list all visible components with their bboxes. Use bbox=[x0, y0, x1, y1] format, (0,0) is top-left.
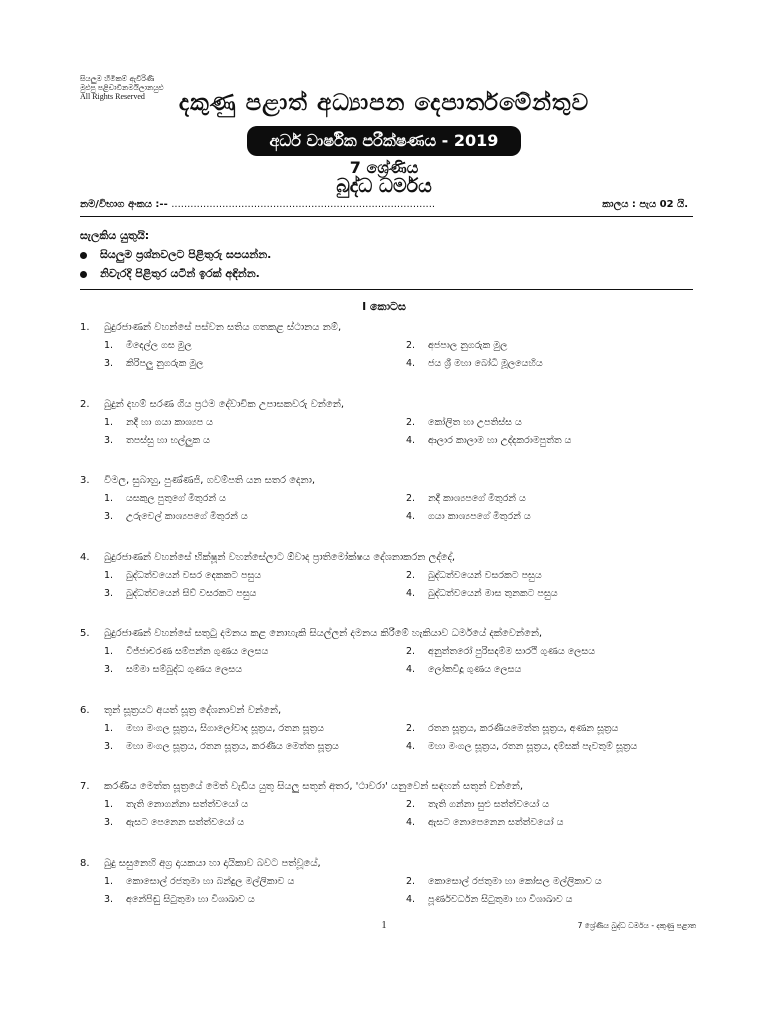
instruction-text: සියලුම ප්‍රශ්නවලට පිළිතුරු සපයන්න. bbox=[100, 248, 272, 261]
name-dots: ................................................................................... bbox=[171, 199, 436, 210]
name-label: නම/විභාග අංකය :-- bbox=[80, 199, 168, 210]
answer-option-2[interactable] bbox=[406, 723, 618, 734]
answer-option-3[interactable] bbox=[104, 511, 248, 522]
answer-option-4[interactable] bbox=[406, 664, 521, 675]
answer-option-1[interactable] bbox=[104, 646, 268, 657]
option-text: උරුවෙල් කාශ්‍යපගේ මිතුරන් ය bbox=[126, 511, 248, 522]
option-number: 3. bbox=[104, 511, 114, 522]
option-text: කොසොල් රජතුමා හා කෝසල මල්ලිකාව ය bbox=[428, 875, 602, 887]
question-text: බුදු සසුනෙහි අග්‍ර දායකයා හා දායිකාව බවට පත්වූයේ, bbox=[104, 857, 321, 869]
question-stem bbox=[80, 322, 700, 338]
question-stem bbox=[80, 399, 700, 415]
answer-option-1[interactable] bbox=[104, 799, 248, 810]
answer-options bbox=[80, 721, 700, 757]
question-number: 3. bbox=[80, 475, 90, 486]
option-number: 4. bbox=[406, 587, 416, 599]
question-7 bbox=[80, 781, 700, 833]
option-text: සම්මා සම්බුද්ධ ගුණය ලෙසය bbox=[126, 664, 243, 675]
answer-options bbox=[80, 568, 700, 604]
option-text: බුද්ධත්වයෙන් වසර දෙකකට පසුය bbox=[126, 569, 262, 581]
option-text: ඇසට නොපෙනෙන සත්ත්වයෝ ය bbox=[428, 817, 564, 828]
question-text: බුදුරජාණන් වහන්සේ සතුටු දමනය කළ නොහැකි සියල්ලන් දමනය කිරීමේ හැකියාව ධර්මයේ දක්වෙන්නේ, bbox=[104, 628, 543, 639]
question-stem bbox=[80, 781, 700, 797]
option-number: 2. bbox=[406, 799, 416, 810]
answer-option-4[interactable] bbox=[406, 435, 571, 446]
question-5 bbox=[80, 628, 700, 680]
page-number: 1 bbox=[381, 920, 387, 931]
option-text: ආලාර කාලාම හා උද්දකරාමපුත්ත ය bbox=[428, 434, 572, 446]
option-number: 3. bbox=[104, 740, 114, 752]
question-number: 5. bbox=[80, 628, 90, 639]
option-number: 1. bbox=[104, 646, 114, 657]
option-number: 3. bbox=[104, 817, 114, 828]
question-text: බුදුරජාණන් වහන්සේ පස්වන සතිය ගතකළ ස්ථානය නම්, bbox=[104, 322, 342, 333]
option-number: 3. bbox=[104, 434, 114, 446]
exam-banner bbox=[247, 126, 521, 156]
instructions-title: සැලකිය යුතුයි: bbox=[80, 229, 150, 242]
option-text: ජය ශ්‍රී මහා බෝධි මූලයෙහිය bbox=[428, 358, 543, 369]
question-1 bbox=[80, 322, 700, 374]
department-title: දකුණු පළාත් අධ්‍යාපන දෙපාර්තමේන්තුව bbox=[178, 90, 590, 116]
answer-option-4[interactable] bbox=[406, 588, 558, 599]
answer-option-4[interactable] bbox=[406, 894, 573, 905]
question-text: විමල, සුබාහු, පුණ්ණජි, ගවම්පති යන සතර දෙනා, bbox=[104, 475, 316, 486]
exam-title: අර්ධ වාර්ෂික පරීක්ෂණය - 2019 bbox=[269, 131, 499, 150]
answer-option-1[interactable] bbox=[104, 723, 324, 734]
answer-option-3[interactable] bbox=[104, 588, 256, 599]
option-text: මහා මංගල සූත්‍රය, සිගාලෝවාද සූත්‍රය, රතන සූත්‍රය bbox=[126, 722, 324, 734]
answer-option-1[interactable] bbox=[104, 340, 192, 351]
option-number: 1. bbox=[104, 722, 114, 734]
option-text: යසකුල පුතුගේ මිතුරන් ය bbox=[126, 493, 226, 504]
answer-options bbox=[80, 415, 700, 451]
option-text: රතන සූත්‍රය, කරණීයමෙත්ත සූත්‍රය, අණන සූත්‍රය bbox=[428, 722, 619, 734]
option-number: 3. bbox=[104, 664, 114, 675]
question-number: 1. bbox=[80, 322, 90, 333]
answer-option-1[interactable] bbox=[104, 417, 213, 428]
grade-label: 7 ශ්‍රේණිය bbox=[349, 158, 419, 177]
question-number: 8. bbox=[80, 857, 90, 869]
option-number: 2. bbox=[406, 416, 416, 428]
answer-option-2[interactable] bbox=[406, 493, 526, 504]
answer-options bbox=[80, 874, 700, 910]
question-stem bbox=[80, 705, 700, 721]
bullet-icon bbox=[80, 252, 87, 259]
question-text: තුන් සූත්‍රයට අයත් සූත්‍ර දේශනාවන් වන්නේ, bbox=[104, 704, 282, 716]
option-number: 1. bbox=[104, 493, 114, 504]
instruction-text: නිවැරදි පිළිතුර යටින් ඉරක් අඳින්න. bbox=[100, 267, 260, 280]
option-text: මහා මංගල සූත්‍රය, රතන සූත්‍රය, දම්සක් පැවතුම් සූත්‍රය bbox=[428, 740, 638, 752]
instruction-item bbox=[80, 267, 260, 281]
option-number: 4. bbox=[406, 740, 416, 752]
answer-option-3[interactable] bbox=[104, 358, 203, 369]
option-text: ලෝකවිදූ ගුණය ලෙසය bbox=[428, 664, 522, 675]
answer-option-4[interactable] bbox=[406, 511, 531, 522]
option-text: ඇසට පෙනෙන සත්ත්වයෝ ය bbox=[126, 817, 245, 828]
question-stem bbox=[80, 858, 700, 874]
question-text: බුදුරජාණන් වහන්සේ භික්ෂූන් වහන්සේලාට ඕවාද ප්‍රාතිමෝක්ෂය දේශනාකරන ලද්දේ, bbox=[104, 551, 456, 563]
answer-options bbox=[80, 644, 700, 680]
option-number: 1. bbox=[104, 799, 114, 810]
option-number: 4. bbox=[406, 358, 416, 369]
option-number: 2. bbox=[406, 493, 416, 504]
option-text: තපස්සු හා භල්ලුක ය bbox=[126, 434, 210, 446]
option-text: තැති නොගන්නා සත්ත්වයෝ ය bbox=[126, 799, 249, 810]
answer-options bbox=[80, 338, 700, 374]
option-number: 3. bbox=[104, 893, 114, 905]
question-2 bbox=[80, 399, 700, 451]
option-text: විජ්ජාචරණ සම්පන්න ගුණය ලෙසය bbox=[126, 646, 269, 657]
question-text: බුදුන් දහම් සරණ ගිය ප්‍රථම දේවාචික උපාසකවරු වන්නේ, bbox=[104, 398, 344, 410]
name-index-field bbox=[80, 199, 435, 210]
rights-english: All Rights Reserved bbox=[80, 92, 145, 101]
option-number: 4. bbox=[406, 817, 416, 828]
option-text: බුද්ධත්වයෙන් වසරකට පසුය bbox=[428, 569, 542, 581]
answer-option-3[interactable] bbox=[104, 741, 339, 752]
answer-option-2[interactable] bbox=[406, 340, 507, 351]
option-number: 1. bbox=[104, 340, 114, 351]
option-text: මහා මංගල සූත්‍රය, රතන සූත්‍රය, කරණීය මෙත්ත සූත්‍රය bbox=[126, 740, 339, 752]
rights-tamil: මුළුපු පළිචාවිනමයිලානයුළු bbox=[80, 83, 164, 92]
bullet-icon bbox=[80, 271, 87, 278]
answer-option-2[interactable] bbox=[406, 646, 595, 657]
rights-sinhala: සියලුම හිමිකම් ඇවිරිණි bbox=[80, 74, 155, 83]
option-text: පූර්ණවර්ධන සිටුතුමා හා විශාඛාව ය bbox=[428, 893, 573, 905]
option-text: බුද්ධත්වයෙන් සිව් වසරකට පසුය bbox=[126, 587, 257, 599]
option-number: 2. bbox=[406, 875, 416, 887]
answer-option-1[interactable] bbox=[104, 493, 226, 504]
question-stem bbox=[80, 475, 700, 491]
option-number: 2. bbox=[406, 722, 416, 734]
option-number: 4. bbox=[406, 893, 416, 905]
option-number: 1. bbox=[104, 569, 114, 581]
option-text: කිරිපලු නුගරුක මුල bbox=[126, 358, 204, 369]
option-text: කොසොල් රජතුමා හා බන්දුල මල්ලිකාව ය bbox=[126, 875, 295, 887]
option-number: 4. bbox=[406, 664, 416, 675]
question-stem bbox=[80, 552, 700, 568]
answer-option-2[interactable] bbox=[406, 799, 549, 810]
option-number: 4. bbox=[406, 434, 416, 446]
option-text: මිදෙල්ල ගස මුල bbox=[126, 340, 192, 351]
option-number: 4. bbox=[406, 511, 416, 522]
question-stem bbox=[80, 628, 700, 644]
option-number: 1. bbox=[104, 875, 114, 887]
answer-option-1[interactable] bbox=[104, 876, 294, 887]
option-text: බුද්ධත්වයෙන් මාස තුනකට පසුය bbox=[428, 587, 558, 599]
option-number: 2. bbox=[406, 340, 416, 351]
instructions-divider bbox=[80, 289, 693, 290]
option-text: අනුත්තරෝ පුරිසදම්ම සාරථි ගුණය ලෙසය bbox=[428, 646, 596, 657]
question-number: 7. bbox=[80, 781, 90, 792]
option-text: අජපාල නුගරුක මුල bbox=[428, 340, 508, 351]
answer-options bbox=[80, 491, 700, 527]
answer-option-4[interactable] bbox=[406, 741, 637, 752]
option-number: 3. bbox=[104, 358, 114, 369]
answer-option-4[interactable] bbox=[406, 817, 563, 828]
option-text: තැති ගන්නා සුළු සත්ත්වයෝ ය bbox=[428, 799, 550, 810]
section-title: I කොටස bbox=[362, 300, 406, 313]
option-number: 2. bbox=[406, 646, 416, 657]
option-text: නදී කාශ්‍යපගේ මිතුරන් ය bbox=[428, 493, 526, 504]
option-text: අනේපිඬු සිටුතුමා හා විශාඛාව ය bbox=[126, 893, 255, 905]
answer-option-3[interactable] bbox=[104, 664, 242, 675]
answer-options bbox=[80, 797, 700, 833]
answer-option-1[interactable] bbox=[104, 570, 261, 581]
question-text: කරණීය මෙත්ත සූත්‍රයේ මෙත් වැඩිය යුතු සියලු සතුන් අතර, 'ථාවරා' යනුවෙන් සඳහන් සතුන් වන්නේ, bbox=[104, 781, 524, 792]
question-3 bbox=[80, 475, 700, 527]
option-text: නදී හා ගයා කාශ්‍යප ය bbox=[126, 416, 213, 428]
question-6 bbox=[80, 705, 700, 757]
answer-option-3[interactable] bbox=[104, 435, 210, 446]
answer-option-2[interactable] bbox=[406, 570, 542, 581]
question-number: 6. bbox=[80, 704, 90, 716]
option-text: ගයා කාශ්‍යපගේ මිතුරන් ය bbox=[428, 511, 531, 522]
instruction-item bbox=[80, 248, 271, 262]
question-4 bbox=[80, 552, 700, 604]
option-number: 2. bbox=[406, 569, 416, 581]
subject-title: බුද්ධ ධර්මය bbox=[336, 175, 432, 197]
answer-option-2[interactable] bbox=[406, 876, 602, 887]
footer-label: 7 ශ්‍රේණිය බුද්ධ ධර්මය - දකුණු පළාත bbox=[577, 921, 696, 930]
question-number: 4. bbox=[80, 551, 90, 563]
question-8 bbox=[80, 858, 700, 910]
answer-option-4[interactable] bbox=[406, 358, 543, 369]
option-text: කෝලිත හා උපතිස්ස ය bbox=[428, 416, 522, 428]
option-number: 1. bbox=[104, 416, 114, 428]
answer-option-3[interactable] bbox=[104, 817, 244, 828]
question-number: 2. bbox=[80, 398, 90, 410]
option-number: 3. bbox=[104, 587, 114, 599]
answer-option-3[interactable] bbox=[104, 894, 255, 905]
time-allowed: කාලය : පැය 02 යි. bbox=[602, 199, 688, 210]
answer-option-2[interactable] bbox=[406, 417, 522, 428]
header-divider bbox=[80, 216, 693, 217]
